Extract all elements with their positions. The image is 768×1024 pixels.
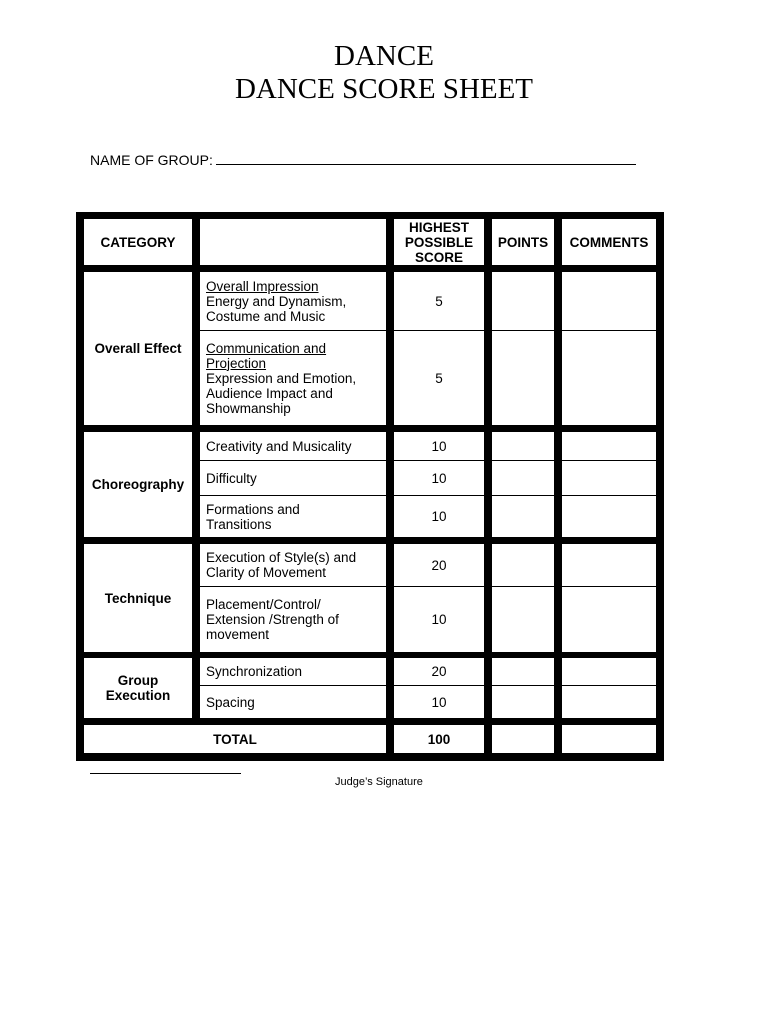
criterion-title: Communication and	[206, 340, 327, 356]
row-divider	[200, 330, 656, 331]
scores-group-execution	[394, 658, 484, 718]
total-points-cell[interactable]	[492, 725, 554, 753]
criterion-communication	[200, 331, 392, 425]
criterion-placement-control	[200, 587, 392, 652]
criterion-desc: Energy and Dynamism,	[206, 293, 347, 309]
criterion-desc: Showmanship	[206, 400, 291, 416]
max-score: 5	[435, 370, 443, 386]
points-cell[interactable]	[492, 658, 554, 718]
title-line-2: DANCE SCORE SHEET	[234, 73, 534, 105]
criterion-text: Creativity and Musicality	[206, 438, 352, 454]
criterion-creativity	[200, 432, 392, 460]
comments-cell[interactable]	[562, 544, 656, 652]
criterion-synchronization	[200, 658, 392, 685]
total-comments-cell[interactable]	[562, 725, 656, 753]
row-divider	[200, 586, 656, 587]
max-score: 20	[431, 557, 447, 573]
criterion-spacing	[200, 686, 392, 718]
criterion-text: Difficulty	[206, 470, 257, 486]
category-choreography: Choreography	[84, 432, 192, 537]
total-label: TOTAL	[84, 725, 386, 753]
title-line-1: DANCE	[334, 40, 434, 72]
criterion-formations	[200, 496, 392, 537]
scores-overall-effect	[394, 272, 484, 425]
max-score: 5	[435, 293, 443, 309]
criterion-text: Synchronization	[206, 664, 303, 679]
points-cell[interactable]	[492, 432, 554, 537]
max-score: 10	[431, 470, 447, 486]
signature-line[interactable]	[90, 773, 241, 774]
header-highest-line-1: HIGHEST	[408, 219, 469, 235]
row-divider	[200, 460, 656, 461]
score-table	[76, 212, 664, 761]
category-technique: Technique	[84, 544, 192, 652]
criterion-text: Execution of Style(s) and	[206, 550, 357, 565]
group-name-field	[90, 152, 636, 168]
row-divider	[200, 495, 656, 496]
group-name-blank[interactable]	[216, 152, 636, 165]
category-overall-effect: Overall Effect	[84, 272, 192, 425]
header-highest-line-3: SCORE	[414, 249, 463, 265]
total-score: 100	[394, 725, 484, 753]
criterion-title: Overall Impression	[206, 278, 319, 294]
comments-cell[interactable]	[562, 272, 656, 425]
signature-label: Judge’s Signature	[335, 776, 423, 788]
criterion-text: Placement/Control/	[206, 597, 321, 612]
criterion-desc: Expression and Emotion,	[206, 370, 357, 386]
criterion-desc: Costume and Music	[206, 308, 326, 324]
header-comments: COMMENTS	[562, 219, 656, 265]
document-title	[0, 40, 768, 106]
max-score: 20	[431, 664, 447, 679]
scores-technique	[394, 544, 484, 652]
row-divider	[200, 685, 656, 686]
category-line-2: Execution	[105, 688, 171, 703]
header-highest-line-2: POSSIBLE	[404, 234, 474, 250]
points-cell[interactable]	[492, 544, 554, 652]
criterion-execution-style	[200, 544, 392, 586]
header-category: CATEGORY	[84, 219, 192, 265]
criterion-text: Spacing	[206, 694, 255, 710]
criterion-title: Projection	[206, 355, 267, 371]
criteria-technique	[200, 544, 386, 652]
comments-cell[interactable]	[562, 432, 656, 537]
category-group-execution	[84, 658, 192, 718]
max-score: 10	[431, 612, 447, 627]
max-score: 10	[431, 438, 447, 454]
category-line-1: Group	[117, 673, 159, 688]
criterion-overall-impression	[200, 272, 392, 330]
comments-cell[interactable]	[562, 658, 656, 718]
points-cell[interactable]	[492, 272, 554, 425]
scores-choreography	[394, 432, 484, 537]
header-criterion	[200, 219, 386, 265]
criteria-choreography	[200, 432, 386, 537]
criterion-desc: Audience Impact and	[206, 385, 333, 401]
header-highest-score	[394, 219, 484, 265]
criterion-text: Extension /Strength of	[206, 612, 339, 627]
criterion-text: Formations and	[206, 501, 300, 517]
criteria-group-execution	[200, 658, 386, 718]
header-points: POINTS	[492, 219, 554, 265]
criterion-text: Transitions	[206, 516, 272, 532]
criterion-text: movement	[206, 627, 270, 642]
max-score: 10	[431, 694, 447, 710]
criterion-text: Clarity of Movement	[206, 565, 327, 580]
max-score: 10	[431, 509, 447, 524]
criteria-overall-effect	[200, 272, 386, 425]
group-name-label: NAME OF GROUP:	[90, 152, 213, 168]
criterion-difficulty	[200, 461, 392, 495]
